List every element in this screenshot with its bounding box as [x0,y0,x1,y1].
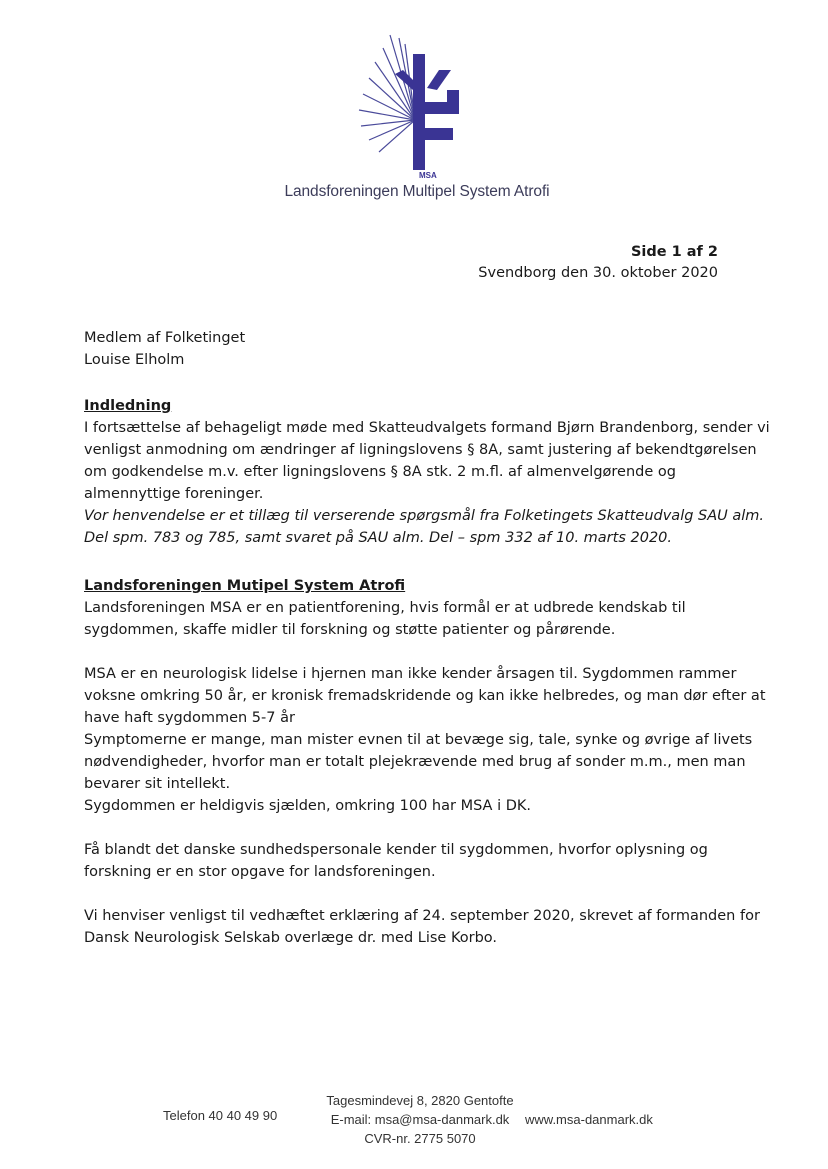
footer-phone: Telefon 40 40 49 90 [163,1108,278,1123]
footer-email: E-mail: msa@msa-danmark.dk [330,1112,510,1127]
page-number: Side 1 af 2 [630,244,718,260]
intro-section [84,395,774,549]
org-paragraph-reference: Vi henviser venligst til vedhæftet erklæring af 24. september 2020, skrevet af formanden for Dansk Neurologisk Selskab overlæge dr. med Lise Korbo. [84,908,760,946]
section-heading-org: Landsforeningen Mutipel System Atrofi [84,578,406,594]
msa-logo [355,30,475,180]
organization-name: Landsforeningen Multipel System Atrofi [284,183,550,200]
date-line: Svendborg den 30. oktober 2020 [478,265,718,281]
section-heading-intro: Indledning [84,398,172,414]
intro-paragraph: I fortsættelse af behageligt møde med Skatteudvalgets formand Bjørn Brandenborg, sender vi venligst anmodning om ændringer af ligningslovens § 8A, samt justering af bekendtgørelsen om godkendelse m.v. efter ligningslovens § 8A stk. 2 m.fl. af almenvelgørende og almennyttige foreninger. [84,420,770,502]
org-paragraph-disease: MSA er en neurologisk lidelse i hjernen man ikke kender årsagen til. Sygdommen rammer voksne omkring 50 år, er kronisk fremadskridende og kan ikke helbredes, og man dør efter at have haft sygdommen 5-7 år [84,666,766,726]
recipient-name: Louise Elholm [84,352,185,368]
recipient-title: Medlem af Folketinget [84,330,246,346]
org-section [84,575,774,949]
footer-website: www.msa-danmark.dk [525,1112,653,1127]
org-paragraph-symptoms: Symptomerne er mange, man mister evnen til at bevæge sig, tale, synke og øvrige af livets nødvendigheder, hvorfor man er totalt plejekrævende med brug af sonder m.m., men man bevarer sit intellekt. [84,732,753,792]
footer-center [290,1091,550,1148]
org-paragraph-purpose: Landsforeningen MSA er en patientforening, hvis formål er at udbrede kendskab til sygdommen, skaffe midler til forskning og støtte patienter og pårørende. [84,600,686,638]
footer-address: Tagesmindevej 8, 2820 Gentofte [326,1093,514,1108]
org-paragraph-awareness: Få blandt det danske sundhedspersonale kender til sygdommen, hvorfor oplysning og forskning er en stor opgave for landsforeningen. [84,842,708,880]
logo-lettering: MSA [419,171,437,180]
recipient [84,327,774,371]
footer-cvr: CVR-nr. 2775 5070 [364,1131,476,1146]
org-paragraph-rarity: Sygdommen er heldigvis sjælden, omkring 100 har MSA i DK. [84,798,532,814]
intro-reference-paragraph: Vor henvendelse er et tillæg til verserende spørgsmål fra Folketingets Skatteudvalg SAU alm. Del spm. 783 og 785, samt svaret på SAU alm. Del – spm 332 af 10. marts 2020. [84,508,765,546]
